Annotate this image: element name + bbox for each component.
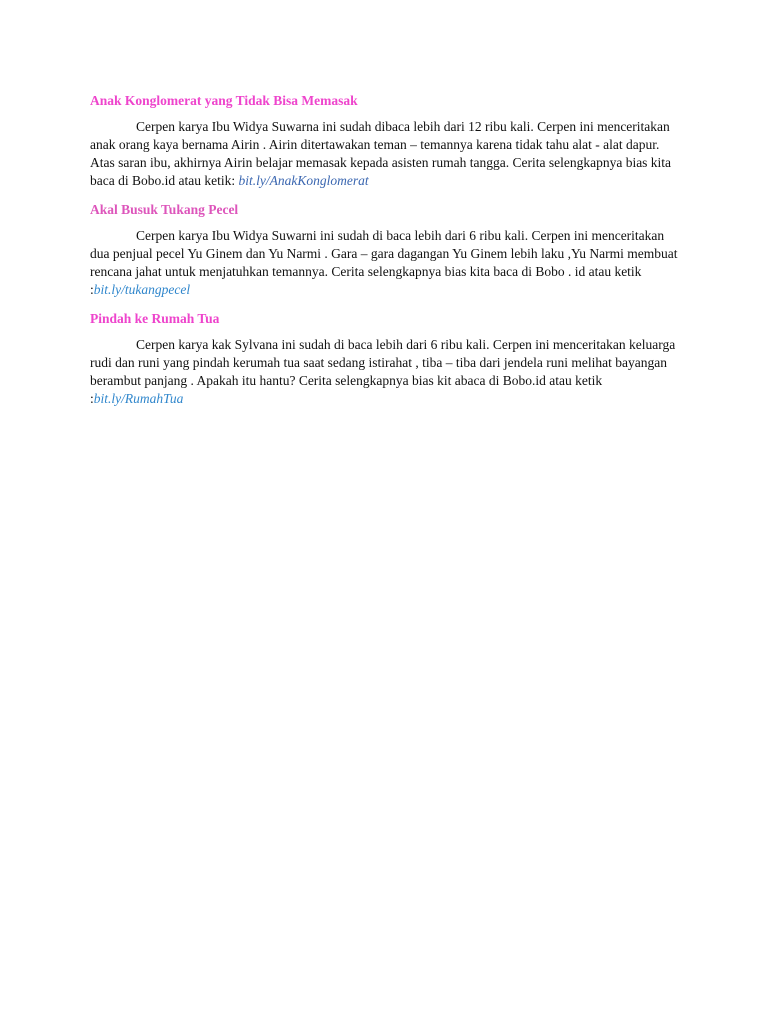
document-page — [90, 92, 682, 419]
story-section — [90, 310, 682, 408]
story-title: Anak Konglomerat yang Tidak Bisa Memasak — [90, 93, 358, 108]
story-link[interactable]: bit.ly/tukangpecel — [93, 282, 191, 297]
story-link[interactable]: bit.ly/AnakKonglomerat — [238, 173, 369, 188]
story-section — [90, 201, 682, 299]
story-body — [90, 336, 682, 408]
story-title: Akal Busuk Tukang Pecel — [90, 202, 239, 217]
story-body-text: Cerpen karya Ibu Widya Suwarni ini sudah di baca lebih dari 6 ribu kali. Cerpen ini menceritakan dua penjual pecel Yu Ginem dan Yu Narmi . Gara – gara dagangan Yu Ginem lebih laku ,Yu Narmi membuat rencana jahat untuk menjatuhkan temannya. Cerita selengkapnya bias kita baca di Bobo . id atau ketik : — [90, 228, 678, 297]
story-body-text: Cerpen karya Ibu Widya Suwarna ini sudah dibaca lebih dari 12 ribu kali. Cerpen ini menceritakan anak orang kaya bernama Airin . Airin ditertawakan teman – temannya karena tidak tahu alat - alat dapur. Atas saran ibu, akhirnya Airin belajar memasak kepada asisten rumah tangga. Cerita selengkapnya bias kita baca di Bobo.id atau ketik: — [90, 119, 672, 188]
story-title: Pindah ke Rumah Tua — [90, 311, 220, 326]
story-body-text: Cerpen karya kak Sylvana ini sudah di baca lebih dari 6 ribu kali. Cerpen ini menceritakan keluarga rudi dan runi yang pindah kerumah tua saat sedang istirahat , tiba – tiba dari jendela runi melihat bayangan berambut panjang . Apakah itu hantu? Cerita selengkapnya bias kit abaca di Bobo.id atau ketik : — [90, 337, 676, 406]
story-link[interactable]: bit.ly/RumahTua — [93, 391, 184, 406]
story-body — [90, 227, 682, 299]
story-section — [90, 92, 682, 190]
story-body — [90, 118, 682, 190]
